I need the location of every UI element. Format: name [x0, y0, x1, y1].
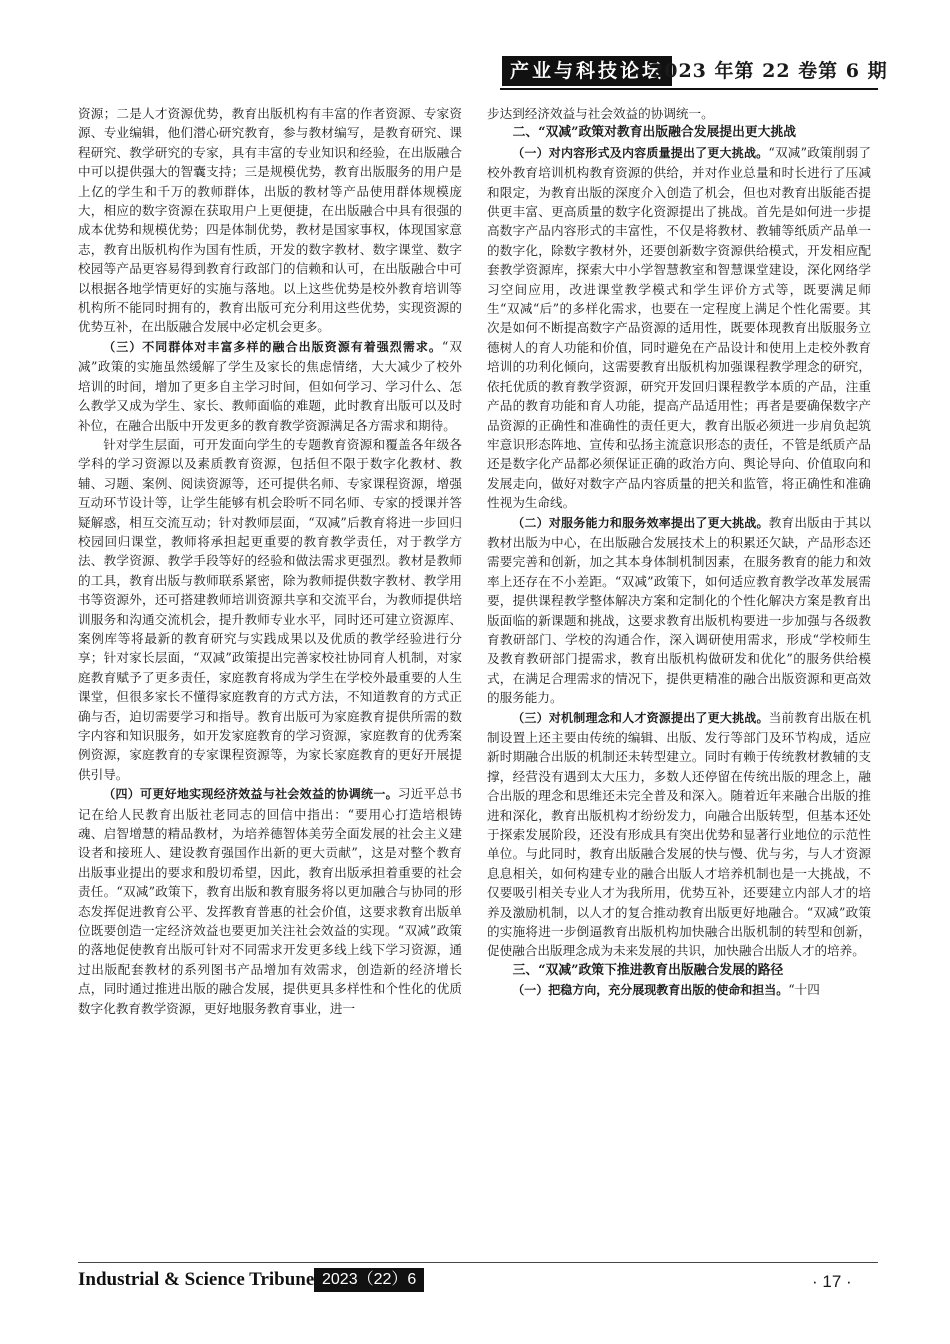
paragraph-lead: （一）把稳方向，充分展现教育出版的使命和担当。	[512, 983, 789, 998]
page-number: · 17 ·	[812, 1272, 852, 1291]
journal-name-banner: 产业与科技论坛	[502, 56, 672, 86]
paragraph: 步达到经济效益与社会效益的协调统一。	[487, 106, 714, 121]
paragraph-body: “十四	[788, 982, 820, 998]
header-divider	[500, 88, 878, 90]
paragraph-lead: （一）对内容形式及内容质量提出了更大挑战。	[512, 145, 769, 160]
paragraph-body: 教育出版由于其以教材出版为中心，在出版融合发展技术上的积累还欠缺，产品形态还需要完善和创新，加之其本身体制机制因素，在服务教育的能力和效率上还存在不小差距。“双减”政策下，如何适应教育教学改革发展需要，提供课程教学整体解决方案和定制化的个性化解决方案是教育出版面临的新课题和挑战，这要求教育出版机构要进一步加强与各级教育教研部门、学校的沟通合作，深入调研使用需求，形成“学校师生及教育教研部门提需求，教育出版机构做研发和优化”的服务供给模式，在满足合理需求的情况下，提供更精准的融合出版资源和更高效的服务能力。	[487, 514, 871, 706]
paragraph-lead: （三）不同群体对丰富多样的融合出版资源有着强烈需求。	[103, 339, 442, 354]
paragraph	[487, 980, 871, 1000]
paragraph	[487, 708, 871, 961]
footer-issue-badge: 2023（22）6	[314, 1268, 424, 1292]
left-column	[78, 104, 462, 1018]
paragraph: 针对学生层面，可开发面向学生的专题教育资源和覆盖各年级各学科的学习资源以及素质教育资源，包括但不限于数字化教材、教辅、习题、案例、阅读资源等，还可提供名师、专家课程资源，增强互动环节设计等，让学生能够有机会聆听不同名师、专家的授课并答疑解惑，相互交流互动；针对教师层面，“双减”后教育将进一步回归校园回归课堂，教师将承担起更重要的教育教学责任，对于教学方法、教学资源、教学手段等好的经验和做法需求更强烈。教材是教师的工具，教育出版与教师联系紧密，除为教师提供数字教材、教学用书等资源外，还可搭建教师培训资源共享和交流平台，为教师提供培训服务和沟通交流机会，提升教师专业水平，同时还可建立资源库、案例库等将最新的教育研究与实践成果以及优质的教学经验进行分享；针对家长层面，“双减”政策提出完善家校社协同育人机制，对家庭教育赋予了更多责任，家庭教育将成为学生在学校外最重要的人生课堂，但很多家长不懂得家庭教育的方式方法，不知道教育的方式正确与否，迫切需要学习和指导。教育出版可为家庭教育提供所需的数字内容和知识服务，如开发家庭教育的学习资源，家庭教育的优秀案例资源，家庭教育的专家课程资源等，为家长家庭教育的更好开展提供引导。	[78, 436, 462, 782]
paragraph: 资源；二是人才资源优势，教育出版机构有丰富的作者资源、专家资源、专业编辑，他们潜心研究教育，参与教材编写，是教育研究、课程研究、教学研究的专家，具有丰富的专业知识和经验，在出版融合中可以提供强大的智囊支持；三是规模优势，教育出版服务的用户是上亿的学生和千万的教师群体，出版的教材等产品使用群体规模庞大，相应的数字资源在获取用户上更便捷，在出版融合中具有很强的成本优势和规模优势；四是体制优势，教材是国家事权，体现国家意志，教育出版机构作为国有性质，开发的数字教材、数字课堂、数字校园等产品更容易得到教育行政部门的信赖和认可，在出版融合中可以根据各地学情更好的实施与落地。以上这些优势是校外教育培训等机构所不能同时拥有的，教育出版可充分利用这些优势，实现资源的优势互补，在出版融合发展中必定机会更多。	[78, 106, 462, 335]
issue-info: 2023 年第 22 卷第 6 期	[650, 60, 888, 82]
paragraph-body: 当前教育出版在机制设置上还主要由传统的编辑、出版、发行等部门及环节构成，适应新时期融合出版的机制还未转型建立。同时有赖于传统教材教辅的支撑，经营没有遇到太大压力，多数人还停留在传统出版的理念上，融合出版的理念和思维还未完全普及和深入。随着近年来融合出版的推进和深化，教育出版机构才纷纷发力，向融合出版转型，但基本还处于探索发展阶段，还没有形成具有突出优势和显著行业地位的示范性单位。与此同时，教育出版融合发展的快与慢、优与劣，与人才资源息息相关，如何构建专业的融合出版人才培养机制也是一大挑战，不仅要吸引相关专业人才为我所用，优势互补，还要建立内部人才的培养及激励机制，以人才的复合推动教育出版更好地融合。“双减”政策的实施将进一步倒逼教育出版机构加快融合出版机制的转型和创新，促使融合出版理念成为未来发展的共识，加快融合出版人才的培养。	[487, 709, 871, 959]
section-heading: 三、“双减”政策下推进教育出版融合发展的路径	[512, 962, 784, 978]
paragraph	[78, 337, 462, 435]
paragraph	[487, 513, 871, 708]
paragraph-body: “双减”政策的实施虽然缓解了学生及家长的焦虑情绪，大大减少了校外培训的时间，增加了更多自主学习时间，但如何学习、学习什么、怎么教学又成为学生、家长、教师面临的难题，此时教育出版可以及时补位，在融合出版中开发更多的教育教学资源满足各方需求和期待。	[78, 338, 462, 433]
paragraph-lead: （四）可更好地实现经济效益与社会效益的协调统一。	[103, 787, 398, 802]
paragraph-body: “双减”政策削弱了校外教育培训机构教育资源的供给，并对作业总量和时长进行了压减和限定，为教育出版的深度介入创造了机会，但也对教育出版能否提供更丰富、更高质量的数字化资源提出了挑战。首先是如何进一步提高数字产品内容形式的丰富性，不仅是将教材、教辅等纸质产品单一的数字化，除数字教材外，还要创新数字资源供给模式，开发相应配套教学资源库，探索大中小学智慧教室和智慧课堂建设，深化网络学习空间应用，改进课堂教学模式和学生评价方式等，既要满足师生“双减“后”的多样化需求，也要在一定程度上满足个性化需要。其次是如何不断提高数字产品资源的适用性，既要体现教育出版服务立德树人的育人功能和价值，同时避免在产品设计和使用上走校外教育培训的功利化倾向，这需要教育出版机构加强课程教学理念的研究，依托优质的教育教学资源，研究开发回归课程教学本质的产品，注重产品的教育功能和育人功能，提高产品适用性；再者是要确保数字产品资源的正确性和准确性的责任更大，教育出版必须进一步肩负起筑牢意识形态阵地、宣传和弘扬主流意识形态的责任，不管是纸质产品还是数字化产品都必须保证正确的政治方向、舆论导向、价值取向和发展走向，做好对数字产品内容质量的把关和监管，将正确性和准确性视为生命线。	[487, 144, 871, 511]
paragraph-lead: （二）对服务能力和服务效率提出了更大挑战。	[512, 515, 769, 530]
paragraph-lead: （三）对机制理念和人才资源提出了更大挑战。	[512, 710, 769, 725]
paragraph	[487, 143, 871, 513]
paragraph-body: 习近平总书记在给人民教育出版社老同志的回信中指出：“要用心打造培根铸魂、启智增慧的精品教材，为培养德智体美劳全面发展的社会主义建设者和接班人、建设教育强国作出新的更大贡献”，这是对整个教育出版事业提出的要求和殷切希望，因此，教育出版承担着重要的社会责任。“双减”政策下，教育出版和教育服务将以更加融合与协同的形态发挥促进教育公平、发挥教育普惠的社会价值，这要求教育出版单位既要创造一定经济效益也要更加关注社会效益的实现。“双减”政策的落地促使教育出版可针对不同需求开发更多线上线下学习资源，通过出版配套教材的系列图书产品增加有效需求，创造新的经济增长点，同时通过推进出版的融合发展，提供更具多样性和个性化的优质数字化教育教学资源，更好地服务教育事业，进一	[78, 786, 462, 1016]
paragraph	[78, 784, 462, 1018]
footer-divider	[78, 1262, 878, 1263]
right-column	[487, 104, 871, 1001]
footer-journal-title: Industrial & Science Tribune	[78, 1269, 315, 1290]
section-heading: 二、“双减”政策对教育出版融合发展提出更大挑战	[512, 125, 797, 141]
